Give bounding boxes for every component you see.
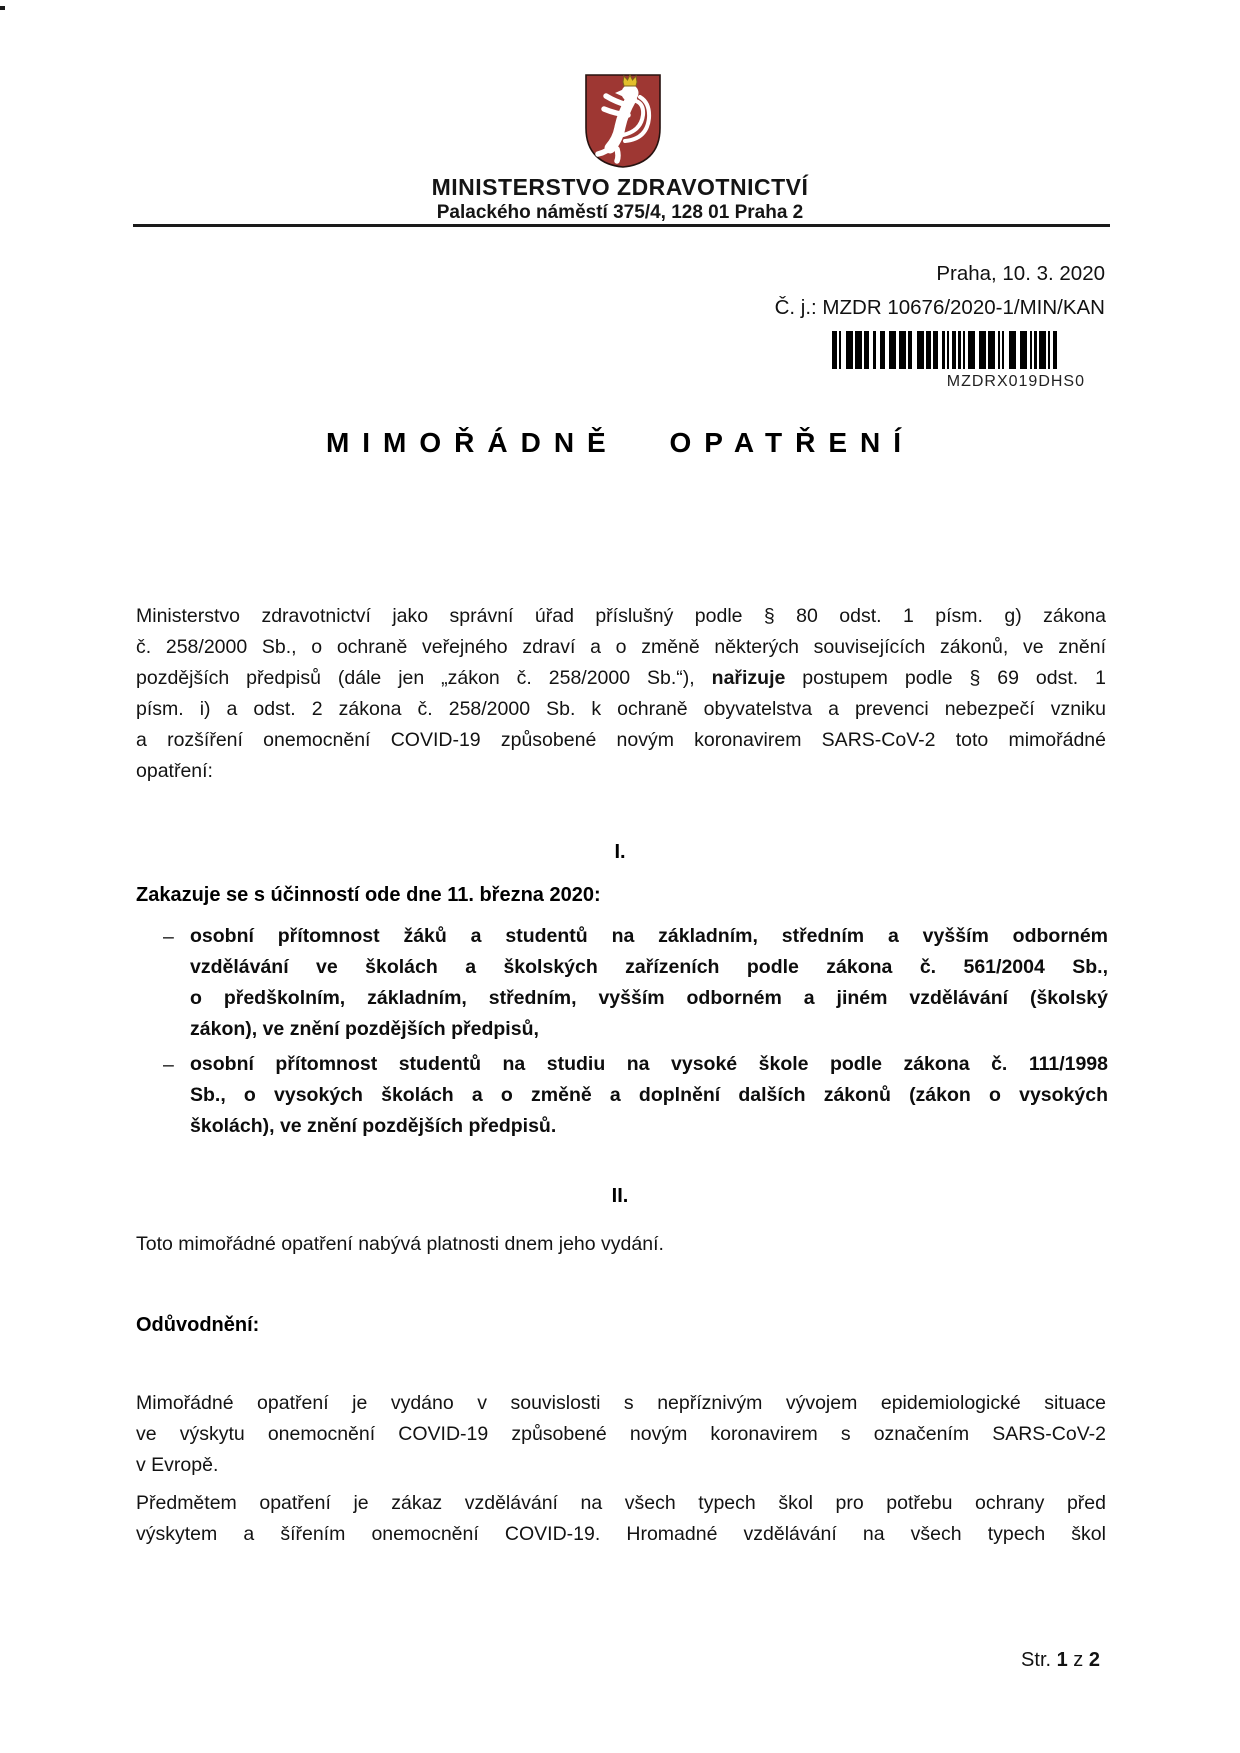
coat-of-arms-icon — [583, 73, 663, 169]
list-bullet-dash: – — [163, 1054, 174, 1076]
ministry-address: Palackého náměstí 375/4, 128 01 Praha 2 — [436, 202, 804, 223]
text-run: Toto mimořádné opatření nabývá platnosti dnem jeho vydání. — [136, 1233, 664, 1255]
section-1-lead: Zakazuje se s účinností ode dne 11. března 2020: — [136, 884, 601, 906]
list-item — [136, 1049, 1108, 1142]
text-line — [136, 725, 1106, 756]
text-run: Ministerstvo zdravotnictví jako správní úřad příslušný podle § 80 odst. 1 písm. g) zákona — [136, 605, 1106, 627]
text-run: o předškolním, základním, středním, vyšším odborném a jiném vzdělávání (školský — [190, 987, 1108, 1009]
text-line — [136, 601, 1106, 632]
text-run: 2 — [1088, 1649, 1100, 1671]
text-line — [190, 921, 1108, 952]
list-item-text — [190, 1049, 1108, 1142]
text-run: písm. i) a odst. 2 zákona č. 258/2000 Sb. k ochraně obyvatelstva a prevenci nebezpečí vzniku — [136, 698, 1106, 720]
text-run: školách), ve znění pozdějších předpisů. — [190, 1115, 557, 1137]
text-line — [136, 1488, 1106, 1519]
header-divider — [133, 224, 1110, 227]
section-2-paragraph — [136, 1229, 1106, 1260]
text-run: Str. — [1021, 1649, 1057, 1671]
text-run: a rozšíření onemocnění COVID-19 způsobené novým koronavirem SARS-CoV-2 toto mimořádné — [136, 729, 1106, 751]
text-run: zákon), ve znění pozdějších předpisů, — [190, 1018, 539, 1040]
justification-paragraph-1 — [136, 1388, 1106, 1481]
text-run: nařizuje — [711, 667, 786, 689]
barcode-bar — [1039, 331, 1046, 369]
section-2-heading: II. — [611, 1185, 629, 1207]
intro-paragraph — [136, 601, 1106, 787]
text-line — [136, 756, 1106, 787]
text-run: Předmětem opatření je zákaz vzdělávání na všech typech škol pro potřebu ochrany před — [136, 1492, 1106, 1514]
barcode-bar — [988, 331, 995, 369]
barcode-bar — [1020, 331, 1027, 369]
list-item — [136, 921, 1108, 1045]
text-line — [190, 1111, 1108, 1142]
text-run: v Evropě. — [136, 1454, 219, 1476]
prohibition-list — [136, 921, 1108, 1146]
barcode-space — [1057, 331, 1062, 369]
justification-paragraph-2 — [136, 1488, 1106, 1550]
barcode-label: MZDRX019DHS0 — [946, 373, 1085, 390]
barcode — [832, 331, 1062, 369]
section-1-heading: I. — [614, 841, 626, 863]
barcode-bar — [1009, 331, 1016, 369]
text-run: z — [1067, 1649, 1089, 1671]
text-run: postupem podle § 69 odst. 1 — [785, 667, 1106, 689]
text-run: vzdělávání ve školách a školských zařízeních podle zákona č. 561/2004 Sb., — [190, 956, 1108, 978]
text-line — [136, 1519, 1106, 1550]
text-line — [136, 663, 1106, 694]
text-run: 1 — [1056, 1649, 1068, 1671]
text-run: osobní přítomnost studentů na studiu na vysoké škole podle zákona č. 111/1998 — [190, 1053, 1108, 1075]
text-line — [136, 1229, 1106, 1260]
barcode-bar — [917, 331, 924, 369]
justification-heading: Odůvodnění: — [136, 1314, 260, 1336]
barcode-bar — [889, 331, 896, 369]
text-line — [190, 1049, 1108, 1080]
text-line — [136, 1419, 1106, 1450]
barcode-bar — [968, 331, 975, 369]
text-line — [190, 1080, 1108, 1111]
place-date: Praha, 10. 3. 2020 — [936, 262, 1105, 285]
scan-artifact — [0, 6, 5, 10]
document-title: MIMOŘÁDNĚ OPATŘENÍ — [325, 427, 915, 458]
text-run: ve výskytu onemocnění COVID-19 způsobené novým koronavirem s označením SARS-CoV-2 — [136, 1423, 1106, 1445]
list-item-text — [190, 921, 1108, 1045]
list-bullet-dash: – — [163, 926, 174, 948]
text-line — [136, 694, 1106, 725]
barcode-bar — [899, 331, 906, 369]
text-line — [136, 632, 1106, 663]
text-line — [190, 1014, 1108, 1045]
text-run: pozdějších předpisů (dále jen „zákon č. 258/2000 Sb.“), — [136, 667, 712, 689]
barcode-bar — [855, 331, 862, 369]
text-run: opatření: — [136, 760, 213, 782]
text-run: osobní přítomnost žáků a studentů na základním, středním a vyšším odborném — [190, 925, 1108, 947]
text-run: č. 258/2000 Sb., o ochraně veřejného zdraví a o změně některých souvisejících zákonů, ve znění — [136, 636, 1106, 658]
text-line — [190, 983, 1108, 1014]
barcode-bar — [979, 331, 986, 369]
ministry-name: MINISTERSTVO ZDRAVOTNICTVÍ — [431, 174, 809, 200]
text-line — [190, 952, 1108, 983]
footer-page-number — [600, 1647, 1100, 1673]
text-run: Sb., o vysokých školách a o změně a doplnění dalších zákonů (zákon o vysokých — [190, 1084, 1108, 1106]
text-line — [136, 1450, 1106, 1481]
reference-number: Č. j.: MZDR 10676/2020-1/MIN/KAN — [774, 296, 1105, 319]
text-run: výskytem a šířením onemocnění COVID-19. Hromadné vzdělávání na všech typech škol — [136, 1523, 1106, 1545]
text-line — [136, 1388, 1106, 1419]
text-run: Mimořádné opatření je vydáno v souvislosti s nepříznivým vývojem epidemiologické situace — [136, 1392, 1106, 1414]
barcode-bar — [846, 331, 853, 369]
